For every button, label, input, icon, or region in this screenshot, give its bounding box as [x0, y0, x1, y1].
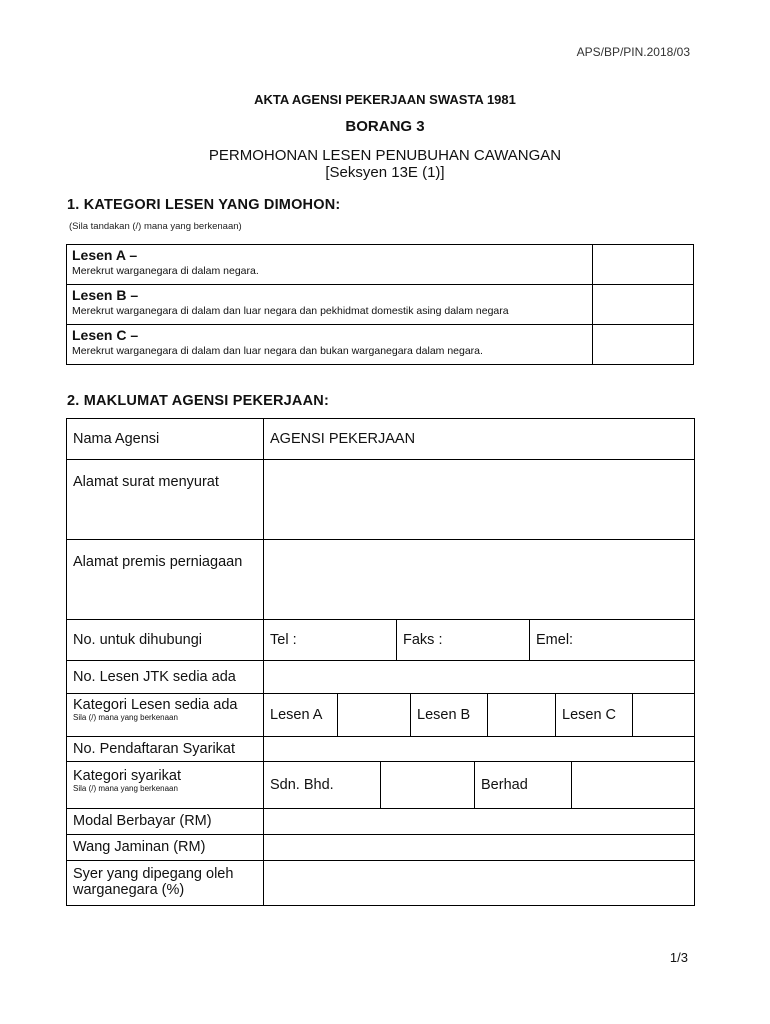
kategori-lesen-cell [67, 694, 264, 737]
license-a-title: Lesen A – [72, 247, 138, 263]
row-modal [67, 809, 695, 835]
form-reference: APS/BP/PIN.2018/03 [576, 45, 690, 59]
jaminan-field[interactable] [264, 835, 695, 861]
page-number: 1/3 [669, 950, 688, 965]
form-title: BORANG 3 [345, 118, 425, 135]
row-kategori-lesen [67, 694, 695, 737]
row-syer [67, 861, 695, 906]
license-c-checkbox[interactable] [593, 325, 694, 365]
hubungi-cell [264, 620, 695, 661]
alamat-premis-label: Alamat premis perniagaan [67, 540, 264, 620]
license-b-desc: Merekrut warganegara di dalam dan luar negara dan pekhidmat domestik asing dalam negara [72, 305, 509, 317]
section1-note: (Sila tandakan (/) mana yang berkenaan) [69, 221, 242, 232]
alamat-premis-field[interactable] [264, 540, 695, 620]
no-lesen-label: No. Lesen JTK sedia ada [67, 661, 264, 694]
option-berhad-label: Berhad [475, 762, 572, 808]
license-row-c [67, 325, 694, 365]
option-sdn-bhd-box[interactable] [381, 762, 475, 808]
kategori-lesen-subtable [264, 694, 694, 736]
option-lesen-c-label: Lesen C [556, 694, 633, 736]
license-c-cell [67, 325, 593, 365]
agency-info-table [66, 418, 695, 906]
kategori-syarikat-hint: Sila (/) mana yang berkenaan [73, 784, 178, 793]
license-b-checkbox[interactable] [593, 285, 694, 325]
option-lesen-b-box[interactable] [488, 694, 556, 736]
license-a-checkbox[interactable] [593, 245, 694, 285]
tel-field[interactable]: Tel : [270, 632, 297, 648]
kategori-lesen-hint: Sila (/) mana yang berkenaan [73, 713, 178, 722]
act-title: AKTA AGENSI PEKERJAAN SWASTA 1981 [254, 92, 516, 107]
kategori-lesen-options [264, 694, 695, 737]
syer-label-line2: warganegara (%) [73, 882, 185, 898]
jaminan-label: Wang Jaminan (RM) [67, 835, 264, 861]
row-jaminan [67, 835, 695, 861]
no-daftar-label: No. Pendaftaran Syarikat [67, 737, 264, 762]
license-c-desc: Merekrut warganegara di dalam dan luar negara dan bukan warganegara dalam negara. [72, 345, 483, 357]
alamat-surat-field[interactable] [264, 460, 695, 540]
emel-field[interactable]: Emel: [530, 620, 695, 660]
contact-subtable [264, 620, 694, 660]
no-lesen-field[interactable] [264, 661, 695, 694]
syer-label-line1: Syer yang dipegang oleh [73, 866, 234, 882]
option-lesen-b-label: Lesen B [411, 694, 488, 736]
license-b-cell [67, 285, 593, 325]
kategori-syarikat-label: Kategori syarikat [73, 768, 181, 784]
option-lesen-a-label: Lesen A [270, 707, 323, 723]
syer-field[interactable] [264, 861, 695, 906]
row-no-lesen [67, 661, 695, 694]
license-row-a [67, 245, 694, 285]
section-reference: [Seksyen 13E (1)] [325, 164, 445, 181]
faks-field[interactable]: Faks : [397, 620, 530, 660]
row-alamat-surat [67, 460, 695, 540]
license-c-title: Lesen C – [72, 327, 139, 343]
section2-title: 2. MAKLUMAT AGENSI PEKERJAAN: [67, 393, 329, 409]
option-berhad-box[interactable] [572, 762, 695, 808]
form-subtitle: PERMOHONAN LESEN PENUBUHAN CAWANGAN [208, 147, 562, 164]
modal-label: Modal Berbayar (RM) [67, 809, 264, 835]
row-nama-agensi [67, 419, 695, 460]
license-a-desc: Merekrut warganegara di dalam negara. [72, 265, 259, 277]
license-row-b [67, 285, 694, 325]
alamat-surat-label: Alamat surat menyurat [67, 460, 264, 540]
nama-agensi-label: Nama Agensi [67, 419, 264, 460]
no-daftar-field[interactable] [264, 737, 695, 762]
option-lesen-c-box[interactable] [633, 694, 695, 736]
kategori-syarikat-subtable [264, 762, 694, 808]
modal-field[interactable] [264, 809, 695, 835]
option-sdn-bhd-label: Sdn. Bhd. [270, 777, 334, 793]
license-a-cell [67, 245, 593, 285]
kategori-lesen-label: Kategori Lesen sedia ada [73, 697, 238, 713]
row-no-daftar [67, 737, 695, 762]
syer-cell [67, 861, 264, 906]
section1-title: 1. KATEGORI LESEN YANG DIMOHON: [67, 197, 341, 213]
row-alamat-premis [67, 540, 695, 620]
hubungi-label: No. untuk dihubungi [67, 620, 264, 661]
kategori-syarikat-options [264, 762, 695, 809]
nama-agensi-field[interactable]: AGENSI PEKERJAAN [264, 419, 695, 460]
kategori-syarikat-cell [67, 762, 264, 809]
option-lesen-a-box[interactable] [338, 694, 411, 736]
row-hubungi [67, 620, 695, 661]
row-kategori-syarikat [67, 762, 695, 809]
license-b-title: Lesen B – [72, 287, 139, 303]
license-category-table [66, 244, 694, 365]
